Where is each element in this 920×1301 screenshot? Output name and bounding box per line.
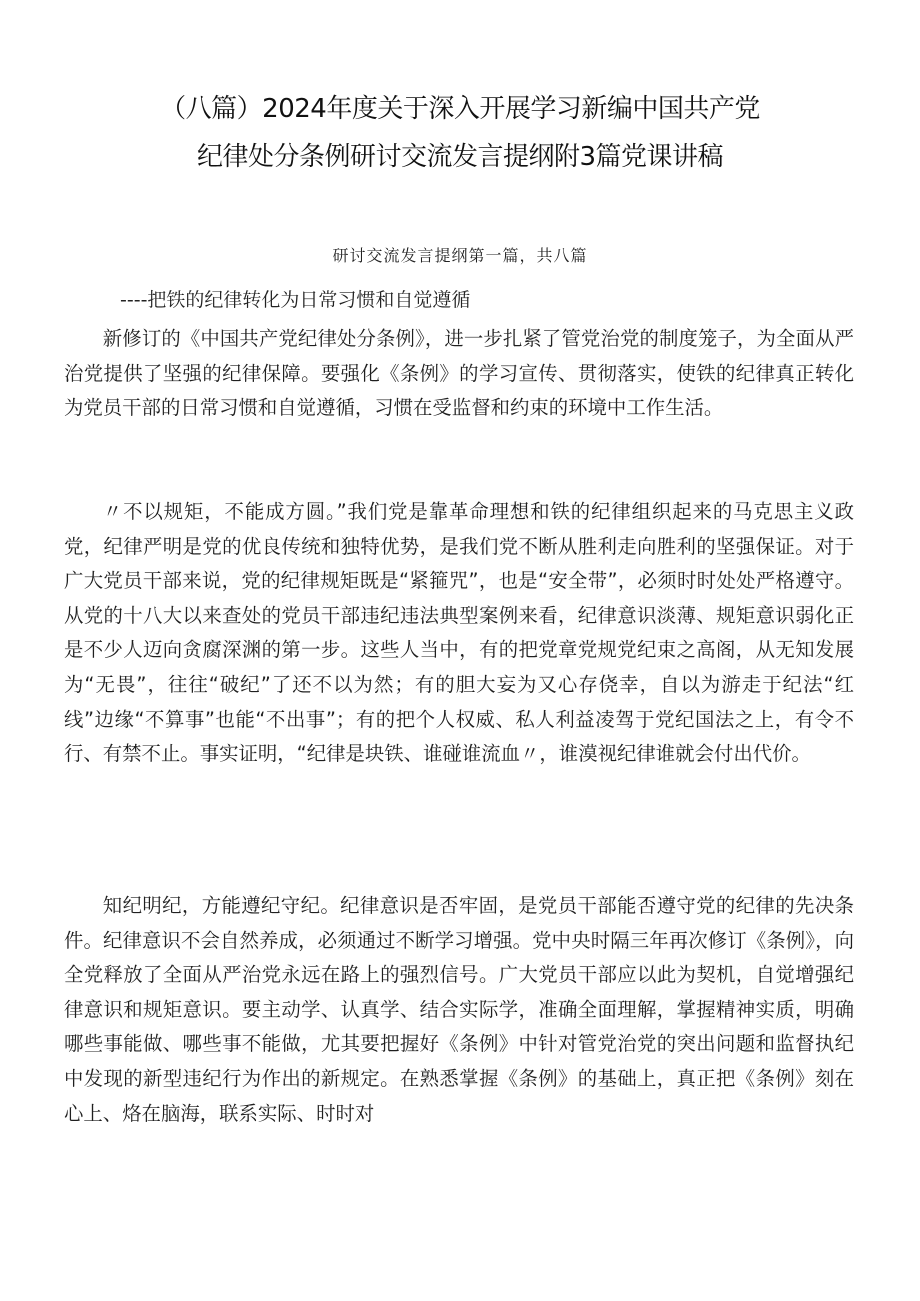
body-paragraph: 〃不以规矩，不能成方圆。”我们党是靠革命理想和铁的纪律组织起来的马克思主义政党，纪律严明是党的优良传统和独特优势，是我们党不断从胜利走向胜利的坚强保证。对于广大党员干部来说，党的纪律规矩既是“紧箍咒”，也是“安全带”，必须时时处处严格遵守。从党的十八大以来查处的党员干部违纪违法典型案例来看，纪律意识淡薄、规矩意识弱化正是不少人迈向贪腐深渊的第一步。这些人当中，有的把党章党规党纪束之高阁，从无知发展为“无畏”，往往“破纪”了还不以为然；有的胆大妄为又心存侥幸，自以为游走于纪法“红线”边缘“不算事”也能“不出事”；有的把个人权威、私人利益凌驾于党纪国法之上，有令不行、有禁不止。事实证明，“纪律是块铁、谁碰谁流血〃，谁漠视纪律谁就会付出代价。 [64,500,854,766]
body-paragraph: 知纪明纪，方能遵纪守纪。纪律意识是否牢固，是党员干部能否遵守党的纪律的先决条件。纪律意识不会自然养成，必须通过不断学习增强。党中央时隔三年再次修订《条例》，向全党释放了全面从严治党永远在路上的强烈信号。广大党员干部应以此为契机，自觉增强纪律意识和规矩意识。要主动学、认真学、结合实际学，准确全面理解，掌握精神实质，明确哪些事能做、哪些事不能做，尤其要把握好《条例》中针对管党治党的突出问题和监督执纪中发现的新型违纪行为作出的新规定。在熟悉掌握《条例》的基础上，真正把《条例》刻在心上、烙在脑海，联系实际、时时对 [64,894,854,1125]
document-tagline: ----把铁的纪律转化为日常习惯和自觉遵循 [120,289,471,311]
document-subtitle: 研讨交流发言提纲第一篇，共八篇 [332,246,588,265]
body-paragraph: 新修订的《中国共产党纪律处分条例》，进一步扎紧了管党治党的制度笼子，为全面从严治党提供了坚强的纪律保障。要强化《条例》的学习宣传、贯彻落实，使铁的纪律真正转化为党员干部的日常习惯和自觉遵循，习惯在受监督和约束的环境中工作生活。 [64,327,854,420]
document-title-line-1: （八篇）2024年度关于深入开展学习新编中国共产党 [160,94,760,124]
document-title-line-2: 纪律处分条例研讨交流发言提纲附3篇党课讲稿 [196,142,724,172]
